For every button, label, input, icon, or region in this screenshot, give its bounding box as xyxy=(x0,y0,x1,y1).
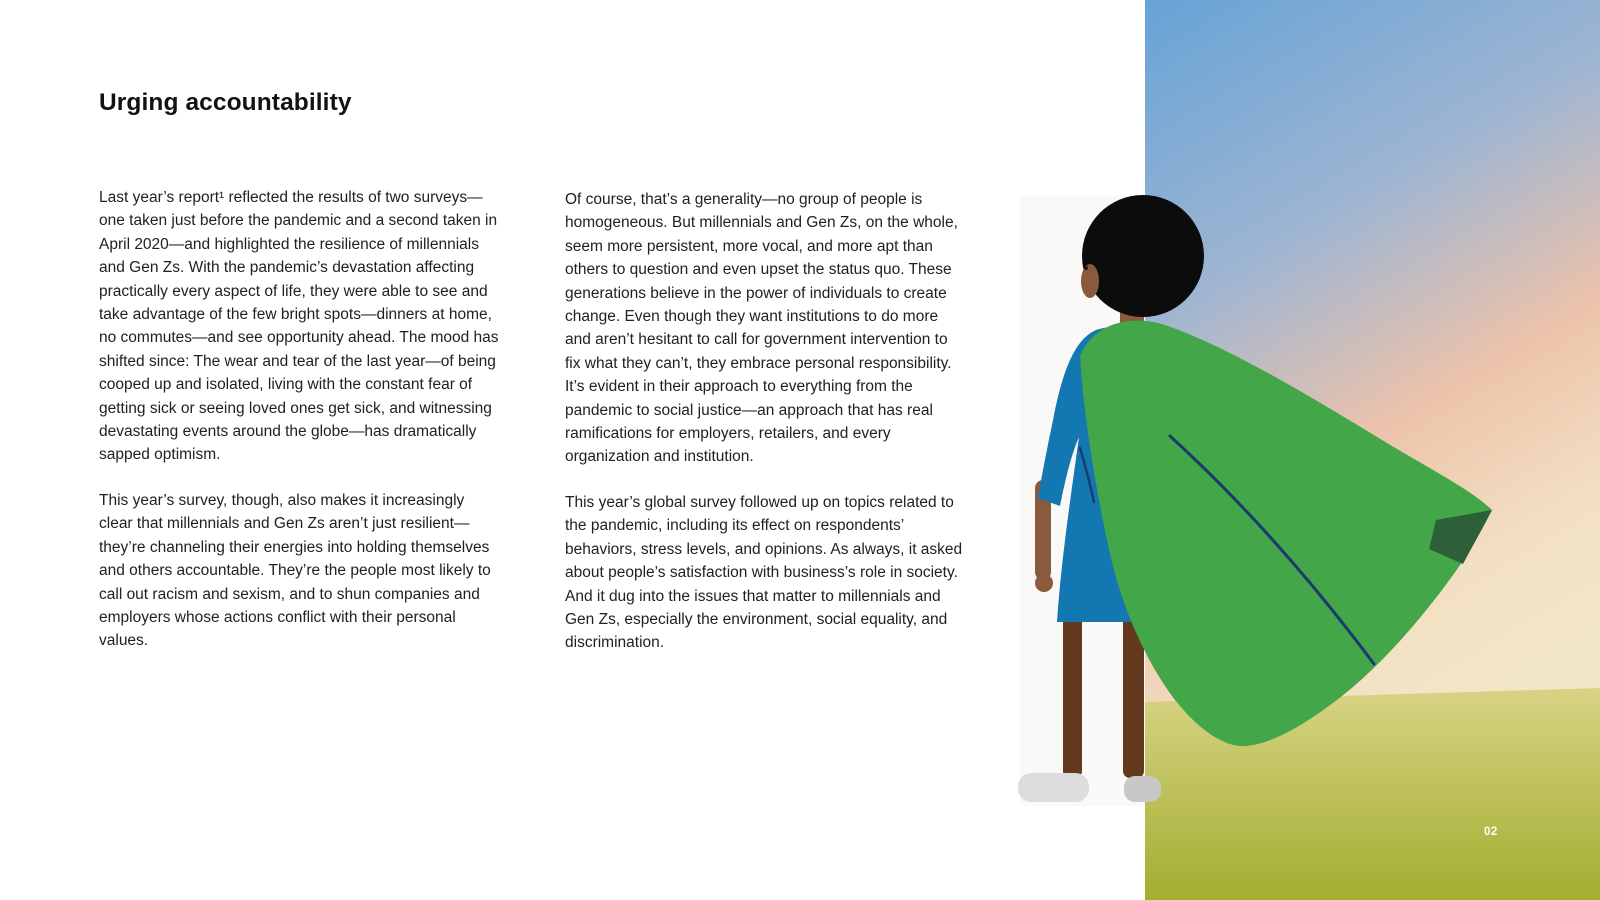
paragraph-1: Last year’s report¹ reflected the results of two surveys—one taken just before the pandemic and a second taken in April 2020—and highlighted the resilience of millennials and Gen Zs. With the pandemic’s devastation affecting practically every aspect of life, they were able to see and take advantage of the few bright spots—dinners at home, no commutes—and see opportunity ahead. The mood has shifted since: The wear and tear of the last year—of being cooped up and isolated, living with the constant fear of getting sick or seeing loved ones get sick, and witnessing devastating events around the globe—has dramatically sapped optimism. xyxy=(99,189,499,464)
shoe-left xyxy=(1018,773,1089,802)
hand xyxy=(1035,574,1053,592)
face xyxy=(1081,264,1099,298)
paragraph-3: Of course, that’s a generality—no group of people is homogeneous. But millennials and Gen Zs, on the whole, seem more persistent, more vocal, and more apt than others to question and even upset the status quo. These generations believe in the power of individuals to create change. Even though they want institutions to do more and aren’t hesitant to call for government intervention to fix what they can’t, they embrace personal responsibility. It’s evident in their approach to everything from the pandemic to social justice—an approach that has real ramifications for employers, retailers, and every organization and institution. xyxy=(565,191,958,466)
paragraph-2: This year’s survey, though, also makes it increasingly clear that millennials and Gen Zs aren’t just resilient—they’re channeling their energies into holding themselves and others accountable. They’re the people most likely to call out racism and sexism, and to shun companies and employers whose actions conflict with their personal values. xyxy=(99,491,491,650)
paragraph-4: This year’s global survey followed up on topics related to the pandemic, including its effect on respondents’ behaviors, stress levels, and opinions. As always, it asked about people’s satisfaction with business’s role in society. And it dug into the issues that matter to millennials and Gen Zs, especially the environment, social equality, and discrimination. xyxy=(565,493,963,652)
page-title: Urging accountability xyxy=(99,89,352,116)
body-column-right xyxy=(565,188,964,677)
hair xyxy=(1082,195,1204,317)
leg-left xyxy=(1063,616,1082,778)
eye-dot xyxy=(1084,266,1088,270)
body-column-left xyxy=(99,186,499,675)
page-number: 02 xyxy=(1484,826,1498,838)
shoe-right xyxy=(1124,776,1161,802)
hero-illustration xyxy=(1000,0,1600,900)
